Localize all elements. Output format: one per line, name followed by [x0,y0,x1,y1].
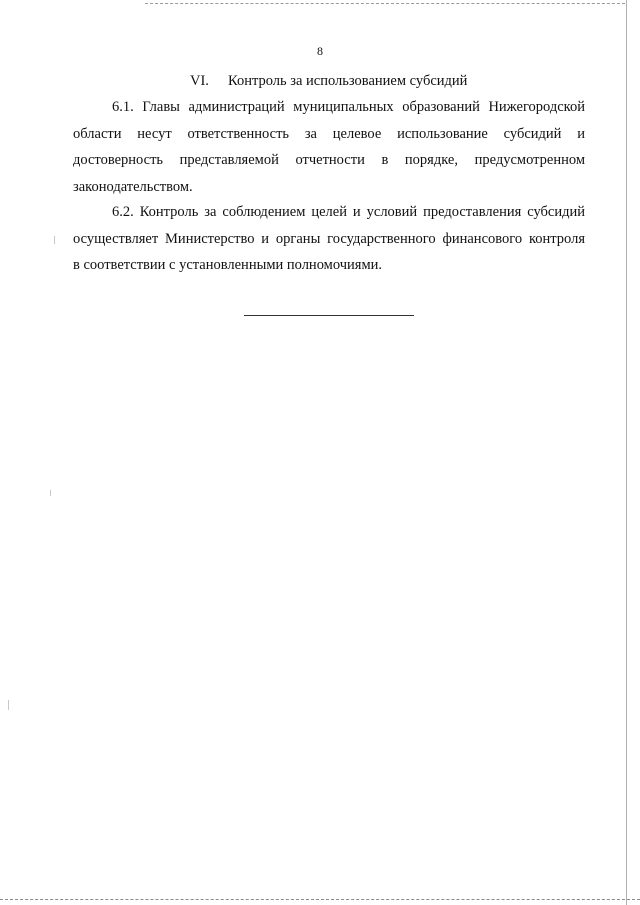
end-separator-line [244,315,414,316]
paragraph-line: области несут ответственность за целевое использование субсидий и [73,125,585,142]
scan-edge-bottom [0,899,640,900]
section-heading [190,73,467,90]
paragraph-line: осуществляет Министерство и органы государственного финансового контроля [73,230,585,247]
scan-speck [8,700,9,710]
scan-speck [50,490,51,496]
paragraph-line: законодательством. [73,178,193,195]
scan-edge-right [626,0,627,905]
paragraph-line: достоверность представляемой отчетности в порядке, предусмотренном [73,152,585,168]
section-title: Контроль за использованием субсидий [228,73,468,89]
section-number: VI. [190,73,209,89]
page-number: 8 [317,44,323,58]
paragraph-line: в соответствии с установленными полномочиями. [73,257,383,273]
paragraph-line: 6.2. Контроль за соблюдением целей и условий предоставления субсидий [112,204,585,220]
paragraph-line: 6.1. Главы администраций муниципальных образований Нижегородской [112,99,585,115]
scan-speck [54,236,55,244]
paragraph-6-1 [73,94,585,200]
paragraph-6-2 [73,199,585,279]
scan-edge-top [145,3,625,4]
